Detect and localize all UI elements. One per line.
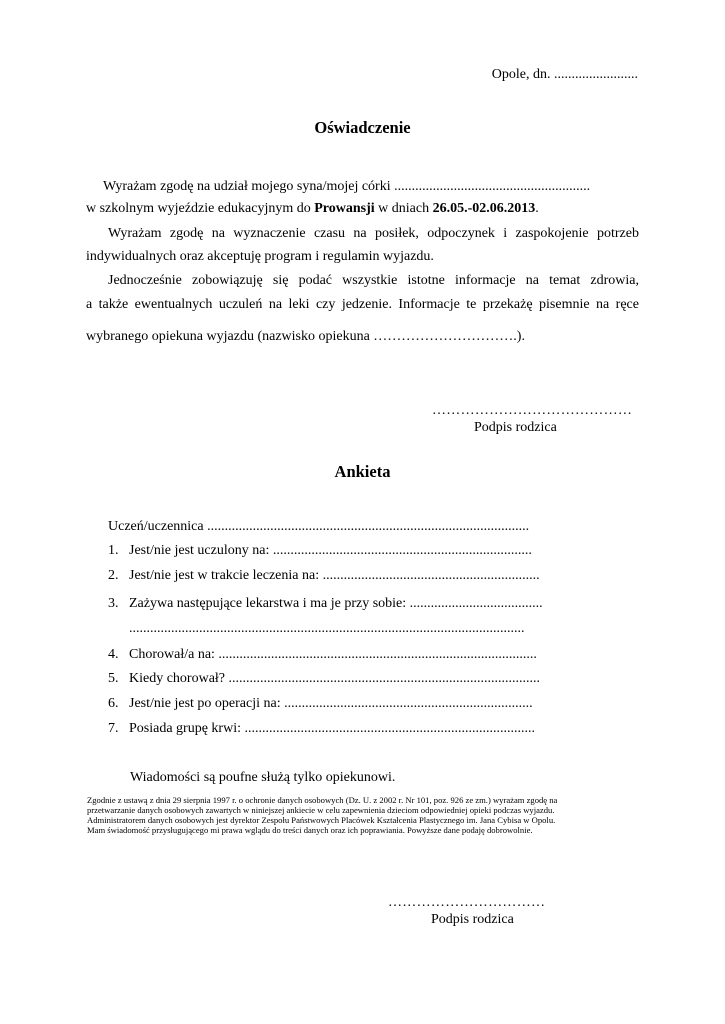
survey-title: Ankieta [334, 462, 391, 481]
para2-line1: Wyrażam zgodę na wyznaczenie czasu na posiłek, odpoczynek i zaspokojenie potrzeb [108, 226, 639, 241]
survey-item-5 [108, 670, 540, 688]
survey-item-3-continuation [108, 620, 525, 638]
legal-line-4: Mam świadomość przysługującego mi prawa wglądu do treści danych oraz ich poprawiania. Powyższe dane podaję dobrowolnie. [87, 825, 533, 835]
trip-dates: 26.05.-02.06.2013 [432, 201, 536, 216]
consent-line: Wyrażam zgodę na udział mojego syna/mojej córki ........................................................ [103, 179, 591, 194]
trip-line [86, 200, 539, 218]
para3-line1: Jednocześnie zobowiązuję się podać wszystkie istotne informacje na temat zdrowia, [108, 273, 639, 288]
survey-signature-dots: …………………………… [388, 895, 546, 910]
survey-item-1 [108, 542, 532, 560]
item-number: 3. [108, 596, 119, 611]
para3-line2: a także ewentualnych uczuleń na leki czy jedzenie. Informacje te przekażę pisemnie na ręce [86, 297, 639, 312]
item-text: Jest/nie jest uczulony na: .......................................................................... [129, 543, 532, 558]
survey-item-6 [108, 695, 533, 713]
trip-middle: w dniach [374, 201, 433, 216]
trip-prefix: w szkolnym wyjeździe edukacyjnym do [86, 201, 315, 216]
survey-signature-label: Podpis rodzica [431, 912, 514, 927]
legal-line-2: przetwarzanie danych osobowych zawartych w niniejszej ankiecie w celu zapewnienia dzieciom odpowiedniej opieki podczas wyjazdu. [87, 805, 555, 815]
survey-item-2 [108, 567, 540, 585]
item-text: Kiedy chorował? ......................................................................................... [129, 671, 541, 686]
item-number: 5. [108, 671, 119, 686]
item-number: 4. [108, 647, 119, 662]
student-name-line: Uczeń/uczennica ............................................................................................ [108, 519, 530, 534]
item-text: Zażywa następujące lekarstwa i ma je przy sobie: ...................................... [129, 596, 543, 611]
trip-destination: Prowansji [314, 201, 375, 216]
item-number: 1. [108, 543, 119, 558]
survey-item-7 [108, 720, 535, 738]
trip-suffix: . [535, 201, 539, 216]
item-text: Posiada grupę krwi: ................................................................................... [129, 721, 535, 736]
declaration-signature-label: Podpis rodzica [474, 420, 557, 435]
item-text: Jest/nie jest w trakcie leczenia na: .............................................................. [129, 568, 540, 583]
para2-line2: indywidualnych oraz akceptuję program i regulamin wyjazdu. [86, 249, 434, 264]
item-number: 7. [108, 721, 119, 736]
declaration-signature-dots: …………………………………… [432, 403, 633, 418]
survey-item-3 [108, 595, 543, 613]
item-number: 6. [108, 696, 119, 711]
legal-line-1: Zgodnie z ustawą z dnia 29 sierpnia 1997 r. o ochronie danych osobowych (Dz. U. z 2002 r. Nr 101, poz. 926 ze zm.) wyrażam zgodę na [87, 795, 558, 805]
confidential-note: Wiadomości są poufne służą tylko opiekunowi. [130, 770, 396, 785]
item-number: 2. [108, 568, 119, 583]
item-text: Chorował/a na: ........................................................................................... [129, 647, 537, 662]
legal-line-3: Administratorem danych osobowych jest dyrektor Zespołu Państwowych Placówek Kształcenia Plastycznego im. Jana Cybisa w Opolu. [87, 815, 556, 825]
declaration-title: Oświadczenie [314, 118, 411, 137]
para3-line3: wybranego opiekuna wyjazdu (nazwisko opiekuna ………………………….). [86, 329, 525, 344]
item-text: ................................................................................................................. [129, 621, 525, 636]
place-date-line: Opole, dn. ........................ [491, 67, 638, 82]
item-text: Jest/nie jest po operacji na: ....................................................................... [129, 696, 533, 711]
survey-item-4 [108, 646, 537, 664]
